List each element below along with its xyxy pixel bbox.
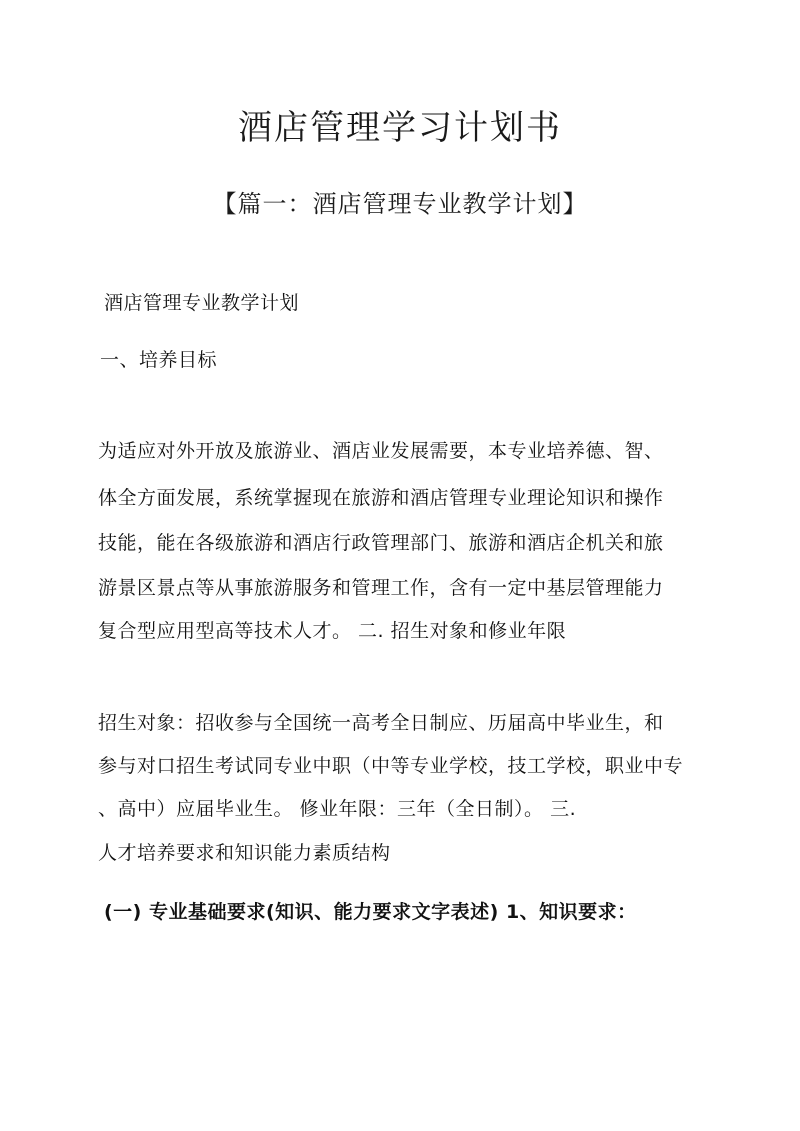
paragraph-line: 复合型应用型高等技术人才。 二. 招生对象和修业年限 (98, 620, 567, 642)
paragraph-line: 为适应对外开放及旅游业、酒店业发展需要，本专业培养德、智、 (98, 440, 664, 462)
paragraph-line: 参与对口招生考试同专业中职（中等专业学校，技工学校，职业中专 (98, 755, 684, 777)
document-subtitle: 【篇一：酒店管理专业教学计划】 (212, 190, 588, 218)
heading-training-goals: 一、培养目标 (100, 349, 218, 371)
heading-basic-requirements: (一) 专业基础要求(知识、能力要求文字表述) 1、知识要求： (104, 901, 637, 923)
paragraph-line: 、高中）应届毕业生。 修业年限：三年（全日制）。 三. (98, 798, 577, 820)
paragraph-line: 游景区景点等从事旅游服务和管理工作，含有一定中基层管理能力 (98, 577, 664, 599)
paragraph-line: 技能，能在各级旅游和酒店行政管理部门、旅游和酒店企机关和旅 (98, 532, 664, 554)
document-title: 酒店管理学习计划书 (238, 108, 562, 148)
paragraph-line: 人才培养要求和知识能力素质结构 (98, 842, 391, 864)
section-title: 酒店管理专业教学计划 (104, 292, 300, 314)
paragraph-line: 体全方面发展，系统掌握现在旅游和酒店管理专业理论知识和操作 (98, 487, 664, 509)
paragraph-line: 招生对象：招收参与全国统一高考全日制应、历届高中毕业生，和 (98, 712, 664, 734)
